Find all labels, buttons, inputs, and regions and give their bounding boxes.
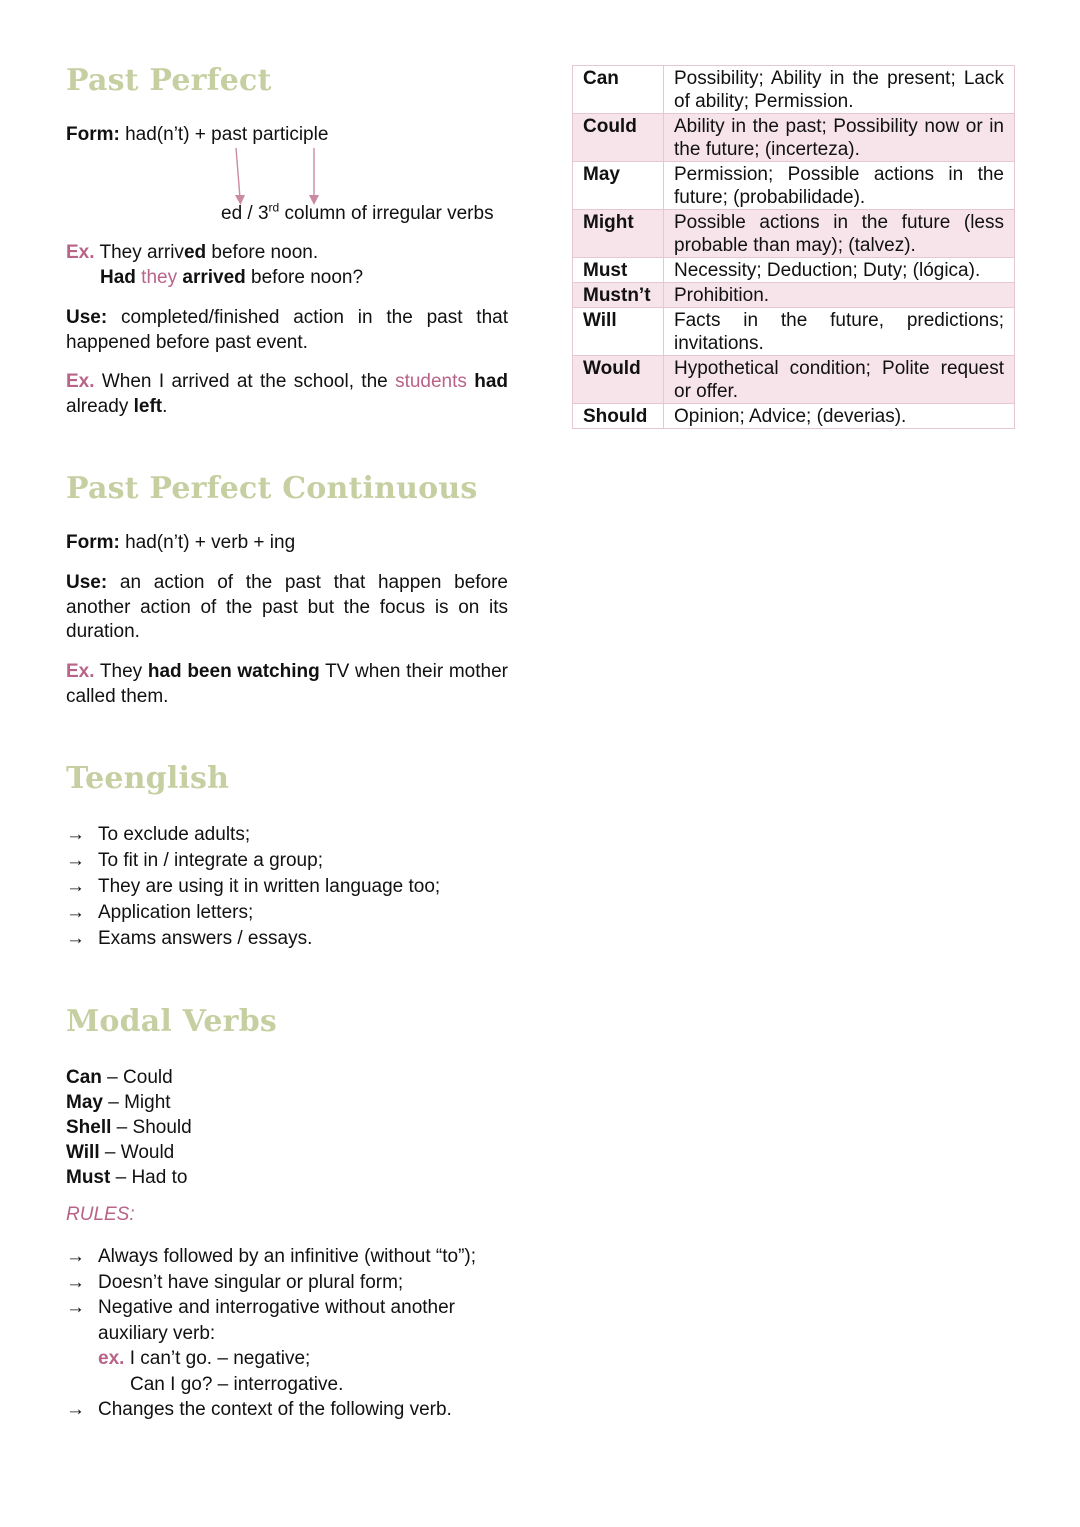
participle-arrows bbox=[226, 146, 326, 208]
list-item bbox=[66, 848, 526, 874]
ppc-use-text: an action of the past that happen before another action of the past but the focus is on its duration. bbox=[66, 572, 508, 642]
form-text: had(n’t) + past participle bbox=[119, 124, 329, 145]
rule-text: Negative and interrogative without another auxiliary verb: bbox=[98, 1297, 456, 1344]
rule-text: Doesn’t have singular or plural form; bbox=[98, 1271, 404, 1293]
modal-pair-present: Will bbox=[66, 1142, 100, 1163]
arrow-icon: → bbox=[66, 902, 85, 923]
list-item bbox=[66, 926, 526, 952]
list-item bbox=[66, 1270, 526, 1296]
past-perfect-example-1 bbox=[66, 241, 508, 266]
list-item-text: To fit in / integrate a group; bbox=[98, 850, 323, 871]
table-description: Ability in the past; Possibility now or in the future; (incerteza). bbox=[664, 114, 1015, 162]
rule-text: Changes the context of the following verb. bbox=[98, 1399, 452, 1420]
table-term: May bbox=[573, 162, 664, 210]
ex3-g: . bbox=[162, 395, 168, 417]
table-row bbox=[573, 356, 1015, 404]
ppc-example bbox=[66, 660, 508, 709]
modal-pair bbox=[66, 1065, 508, 1090]
arrow-icon: → bbox=[66, 1297, 85, 1318]
table-description: Hypothetical condition; Polite request or offer. bbox=[664, 356, 1015, 404]
table-description: Permission; Possible actions in the future; (probabilidade). bbox=[664, 162, 1015, 210]
arrow-icon: → bbox=[66, 876, 85, 897]
ex3-f: left bbox=[133, 395, 163, 417]
participle-note bbox=[221, 202, 521, 227]
ex1-c: before noon. bbox=[206, 242, 319, 263]
modal-pair-present: Must bbox=[66, 1167, 111, 1188]
ppc-form bbox=[66, 531, 508, 556]
ex1-b: ed bbox=[183, 242, 207, 263]
list-item bbox=[66, 1295, 526, 1397]
modal-verbs-table bbox=[572, 65, 1015, 429]
list-item bbox=[66, 1397, 526, 1423]
table-description: Facts in the future, predictions; invitations. bbox=[664, 308, 1015, 356]
rule-text: Always followed by an infinitive (without “to”); bbox=[98, 1246, 477, 1267]
ex2-d: before noon? bbox=[245, 267, 364, 288]
ex3-label: Ex. bbox=[66, 371, 95, 392]
past-perfect-example-3 bbox=[66, 370, 508, 419]
ppc-ex-label: Ex. bbox=[66, 661, 95, 682]
participle-note-a: ed / 3 bbox=[221, 203, 269, 224]
ex1-a: They arriv bbox=[94, 242, 184, 263]
modal-verbs-heading: Modal Verbs bbox=[66, 1004, 277, 1039]
rule-ex-label: ex. bbox=[98, 1348, 125, 1369]
arrow-icon: → bbox=[66, 1271, 85, 1293]
table-description: Possible actions in the future (less probable than may); (talvez). bbox=[664, 210, 1015, 258]
ex3-a: When I arrived at the school, the bbox=[94, 371, 396, 392]
list-item bbox=[66, 1244, 526, 1270]
list-item-text: Exams answers / essays. bbox=[98, 928, 313, 949]
table-row bbox=[573, 258, 1015, 283]
arrow-icon: → bbox=[66, 928, 85, 949]
table-row bbox=[573, 404, 1015, 429]
list-item bbox=[66, 900, 526, 926]
arrow-icon: → bbox=[66, 1399, 85, 1420]
ppc-form-text: had(n’t) + verb + ing bbox=[119, 532, 296, 553]
ex3-e: already bbox=[66, 395, 134, 417]
modal-pair-present: Can bbox=[66, 1067, 102, 1088]
table-row bbox=[573, 283, 1015, 308]
arrow-icon: → bbox=[66, 850, 85, 871]
table-description: Prohibition. bbox=[664, 283, 1015, 308]
use-text: completed/finished action in the past that happened before past event. bbox=[66, 307, 508, 353]
list-item bbox=[66, 822, 526, 848]
ppc-form-label: Form: bbox=[66, 532, 120, 553]
table-term: Must bbox=[573, 258, 664, 283]
ppc-ex-b: had been watching bbox=[147, 661, 320, 682]
arrow-line-left bbox=[236, 148, 240, 198]
use-label: Use: bbox=[66, 307, 108, 328]
past-perfect-form bbox=[66, 123, 508, 148]
ex3-b: students bbox=[395, 371, 467, 392]
table-term: Might bbox=[573, 210, 664, 258]
ex2-c: arrived bbox=[182, 267, 246, 288]
modal-pairs bbox=[66, 1065, 508, 1190]
table-term: Mustn’t bbox=[573, 283, 664, 308]
rule-example-1 bbox=[98, 1346, 456, 1372]
form-label: Form: bbox=[66, 124, 120, 145]
list-item bbox=[66, 874, 526, 900]
ppc-use-label: Use: bbox=[66, 572, 108, 593]
table-row bbox=[573, 162, 1015, 210]
participle-note-b: column of irregular verbs bbox=[279, 203, 494, 224]
ex2-b: they bbox=[135, 267, 183, 288]
past-perfect-example-2 bbox=[100, 266, 542, 291]
table-term: Should bbox=[573, 404, 664, 429]
past-perfect-continuous-heading: Past Perfect Continuous bbox=[66, 471, 478, 506]
list-item-text: Application letters; bbox=[98, 902, 254, 923]
ppc-use bbox=[66, 571, 508, 645]
modal-pair-past: – Would bbox=[99, 1142, 175, 1163]
list-item-text: To exclude adults; bbox=[98, 824, 251, 845]
rules-label: RULES: bbox=[66, 1204, 135, 1225]
ex-label: Ex. bbox=[66, 242, 95, 263]
table-term: Would bbox=[573, 356, 664, 404]
table-description: Opinion; Advice; (deverias). bbox=[664, 404, 1015, 429]
participle-note-sup: rd bbox=[268, 200, 280, 215]
past-perfect-use bbox=[66, 306, 508, 355]
table-term: Will bbox=[573, 308, 664, 356]
list-item-text: They are using it in written language too; bbox=[98, 876, 441, 897]
modal-pair bbox=[66, 1165, 508, 1190]
ppc-ex-a: They bbox=[94, 661, 148, 682]
rule-example-2: Can I go? – interrogative. bbox=[130, 1373, 344, 1395]
arrow-icon: → bbox=[66, 824, 85, 845]
modal-pair bbox=[66, 1090, 508, 1115]
rules-list bbox=[66, 1244, 526, 1423]
modal-pair-past: – Should bbox=[111, 1117, 192, 1138]
ppc-ex-c: TV when their mother called them. bbox=[66, 661, 508, 707]
teenglish-heading: Teenglish bbox=[66, 761, 230, 796]
table-term: Could bbox=[573, 114, 664, 162]
table-term: Can bbox=[573, 66, 664, 114]
ex3-d: had bbox=[474, 371, 509, 392]
modal-pair-present: May bbox=[66, 1092, 103, 1113]
table-description: Necessity; Deduction; Duty; (lógica). bbox=[664, 258, 1015, 283]
arrow-icon: → bbox=[66, 1246, 85, 1267]
table-row bbox=[573, 114, 1015, 162]
rule-ex-1-text: I can’t go. – negative; bbox=[124, 1348, 311, 1369]
modal-pair-past: – Could bbox=[101, 1067, 173, 1088]
table-description: Possibility; Ability in the present; Lack of ability; Permission. bbox=[664, 66, 1015, 114]
modal-pair bbox=[66, 1140, 508, 1165]
table-row bbox=[573, 210, 1015, 258]
modal-pair-present: Shell bbox=[66, 1117, 112, 1138]
modal-pair bbox=[66, 1115, 508, 1140]
modal-pair-past: – Might bbox=[102, 1092, 171, 1113]
table-row bbox=[573, 308, 1015, 356]
table-row bbox=[573, 66, 1015, 114]
teenglish-list bbox=[66, 822, 526, 952]
past-perfect-heading: Past Perfect bbox=[66, 63, 272, 98]
ex2-a: Had bbox=[100, 267, 136, 288]
modal-pair-past: – Had to bbox=[110, 1167, 188, 1188]
